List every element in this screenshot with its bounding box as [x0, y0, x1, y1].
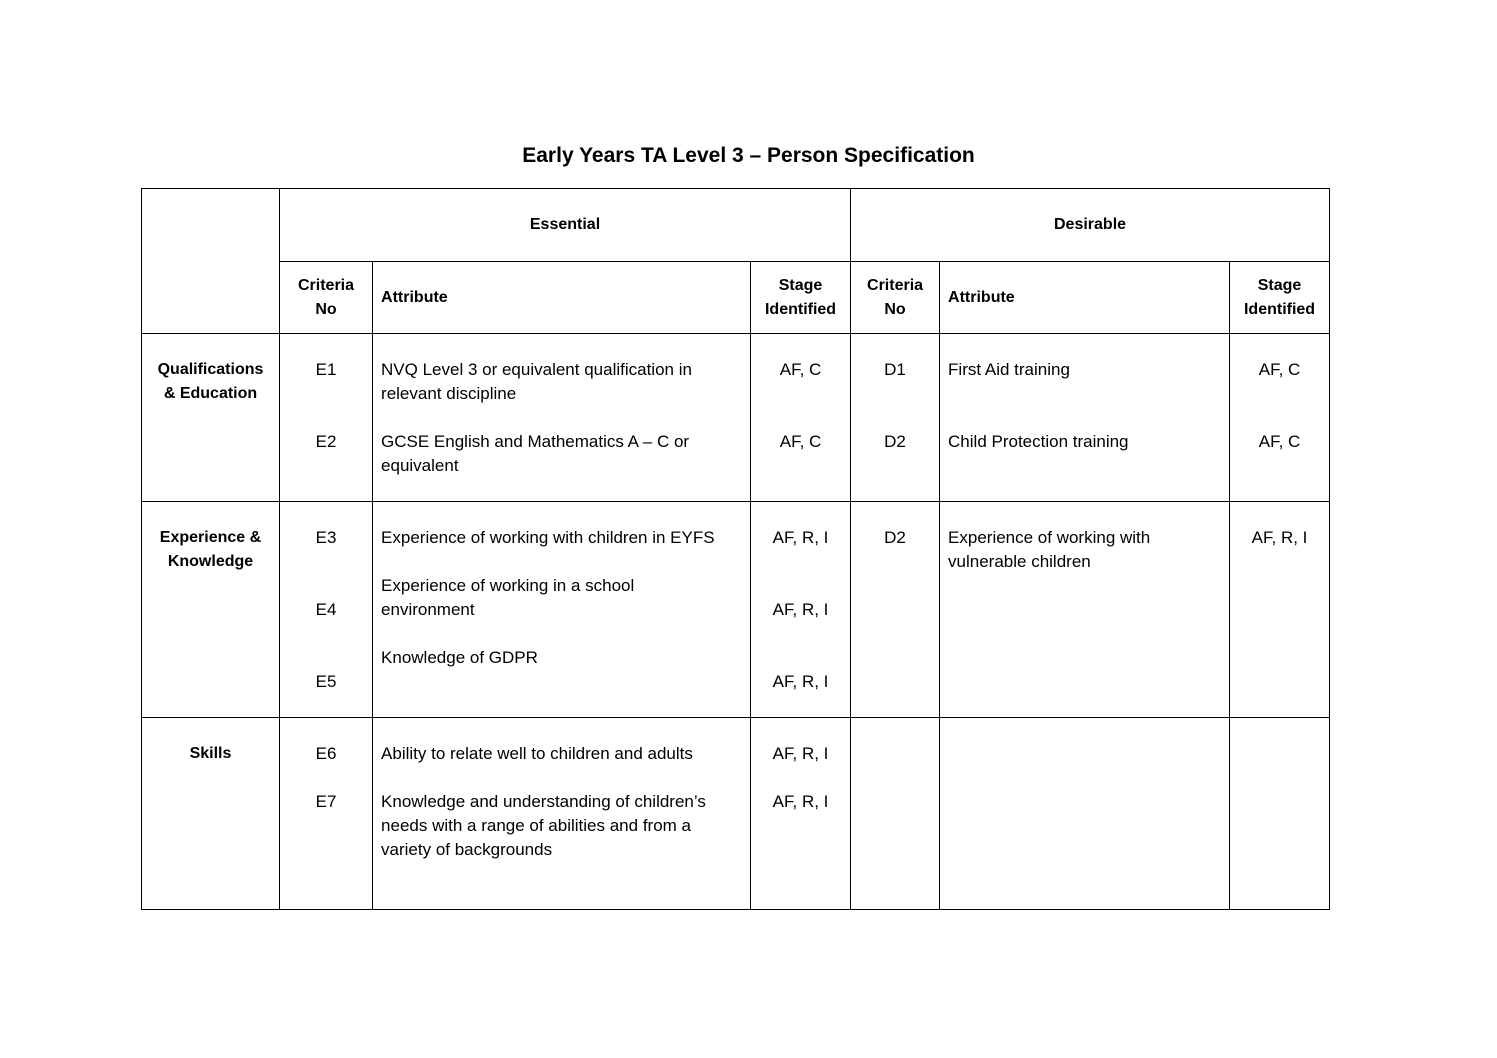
desirable-attribute-cell	[940, 502, 1230, 718]
corner-cell	[142, 189, 280, 334]
attribute-text: GCSE English and Mathematics A – C or equivalent	[381, 432, 690, 475]
stage-text: AF, R, I	[772, 672, 829, 691]
criteria-no: E3	[315, 528, 337, 547]
essential-stage-cell	[751, 334, 851, 502]
category-skills: Skills	[142, 718, 280, 910]
criteria-no: E4	[315, 600, 337, 619]
person-spec-table	[141, 188, 1330, 910]
essential-attribute-cell	[373, 334, 751, 502]
category-qualifications: Qualifications & Education	[142, 334, 280, 502]
attribute-text: Knowledge of GDPR	[381, 648, 538, 667]
essential-criteria-cell	[280, 334, 373, 502]
stage-text: AF, C	[1258, 360, 1301, 379]
stage-text: AF, R, I	[1251, 528, 1308, 547]
attribute-text: Child Protection training	[948, 432, 1129, 451]
criteria-no: E2	[315, 432, 337, 451]
criteria-no: E1	[315, 360, 337, 379]
essential-header: Essential	[280, 189, 851, 262]
stage-text: AF, R, I	[772, 744, 829, 763]
desirable-criteria-cell	[851, 718, 940, 910]
attribute-text: Ability to relate well to children and adults	[381, 744, 693, 763]
stage-text: AF, C	[779, 432, 822, 451]
essential-criteria-no-header: Criteria No	[280, 262, 373, 334]
desirable-criteria-cell	[851, 334, 940, 502]
desirable-header: Desirable	[851, 189, 1330, 262]
stage-text: AF, C	[779, 360, 822, 379]
desirable-attribute-cell	[940, 718, 1230, 910]
essential-attribute-cell	[373, 718, 751, 910]
attribute-text: Experience of working in a school environment	[381, 576, 635, 619]
essential-criteria-cell	[280, 718, 373, 910]
attribute-text: Experience of working with children in EYFS	[381, 528, 715, 547]
desirable-stage-cell	[1230, 334, 1330, 502]
stage-text: AF, R, I	[772, 792, 829, 811]
stage-text: AF, R, I	[772, 528, 829, 547]
stage-text: AF, C	[1258, 432, 1301, 451]
criteria-no: E6	[315, 744, 337, 763]
desirable-attribute-cell	[940, 334, 1230, 502]
essential-stage-cell	[751, 502, 851, 718]
desirable-criteria-no-header: Criteria No	[851, 262, 940, 334]
criteria-no: E5	[315, 672, 337, 691]
page-title: Early Years TA Level 3 – Person Specification	[522, 144, 975, 167]
attribute-text: Experience of working with vulnerable children	[948, 528, 1151, 571]
criteria-no: D1	[884, 360, 906, 379]
attribute-text: NVQ Level 3 or equivalent qualification in relevant discipline	[381, 360, 692, 403]
essential-stage-cell	[751, 718, 851, 910]
desirable-attribute-header: Attribute	[940, 262, 1230, 334]
attribute-text: Knowledge and understanding of children’s needs with a range of abilities and from a variety of backgrounds	[381, 792, 706, 859]
essential-attribute-cell	[373, 502, 751, 718]
desirable-criteria-cell	[851, 502, 940, 718]
attribute-text: First Aid training	[948, 360, 1070, 379]
essential-criteria-cell	[280, 502, 373, 718]
desirable-stage-cell	[1230, 502, 1330, 718]
essential-attribute-header: Attribute	[373, 262, 751, 334]
essential-stage-header: Stage Identified	[751, 262, 851, 334]
category-experience: Experience & Knowledge	[142, 502, 280, 718]
criteria-no: D2	[884, 432, 906, 451]
criteria-no: E7	[315, 792, 337, 811]
desirable-stage-header: Stage Identified	[1230, 262, 1330, 334]
desirable-stage-cell	[1230, 718, 1330, 910]
criteria-no: D2	[884, 528, 906, 547]
stage-text: AF, R, I	[772, 600, 829, 619]
